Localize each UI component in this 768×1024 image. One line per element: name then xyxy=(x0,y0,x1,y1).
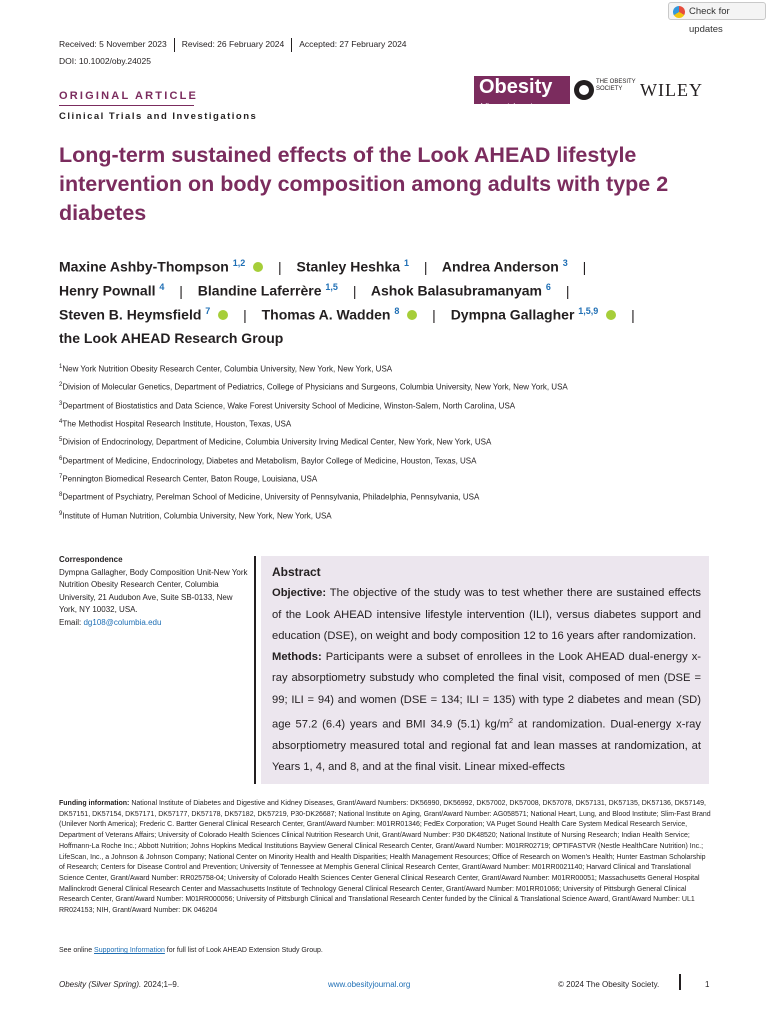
page-number: 1 xyxy=(705,980,710,989)
affiliation-text: The Methodist Hospital Research Institute, Houston, Texas, USA xyxy=(62,419,292,429)
author-separator: | xyxy=(352,282,357,299)
author-name: Stanley Heshka xyxy=(296,258,401,275)
divider xyxy=(174,38,175,52)
affiliation-text: Division of Molecular Genetics, Department of Pediatrics, College of Physicians and Surgeons, Columbia University, New York, New York, USA xyxy=(62,382,568,392)
affiliation-text: Institute of Human Nutrition, Columbia University, New York, New York, USA xyxy=(62,511,332,521)
check-for-updates-label: Check for updates xyxy=(689,6,730,35)
orcid-icon[interactable] xyxy=(218,310,228,320)
obesity-journal-logo xyxy=(474,76,570,109)
article-type-underline xyxy=(59,105,194,106)
authors-line-4: the Look AHEAD Research Group xyxy=(59,330,284,346)
affiliation-number: 2 xyxy=(59,382,63,388)
correspondence xyxy=(59,554,249,629)
affiliation-number: 9 xyxy=(59,511,63,517)
affiliation-text: Pennington Biomedical Research Center, Baton Rouge, Louisiana, USA xyxy=(62,474,318,484)
footer-citation xyxy=(59,980,179,989)
abstract-heading: Abstract xyxy=(272,565,321,579)
author-separator: | xyxy=(423,258,428,275)
obesity-society-logo-icon xyxy=(574,80,594,100)
affiliation xyxy=(59,456,476,466)
affiliation-number: 1 xyxy=(59,364,63,370)
methods-text: Participants were a subset of enrollees in the Look AHEAD dual-energy x-ray absorptiometry substudy who completed the final visit, composed of men (DSE = 99; ILI = 94) and women (DSE = 134; ILI = 135) with type 2 diabetes and mean (SD) age 57.2 (6.4) years and BMI 34.9 (5.1) kg/m xyxy=(272,651,702,731)
author-affiliation-ref: 1,5 xyxy=(325,282,338,292)
orcid-icon[interactable] xyxy=(253,262,263,272)
affiliation-number: 5 xyxy=(59,437,63,443)
author-separator: | xyxy=(565,282,570,299)
correspondence-heading: Correspondence xyxy=(59,555,123,564)
author-separator: | xyxy=(631,306,635,323)
methods-superscript: 2 xyxy=(509,718,514,726)
author-name: Blandine Laferrère xyxy=(197,282,322,299)
authors-line-1 xyxy=(59,258,597,275)
affiliation-number: 6 xyxy=(59,456,63,462)
affiliation xyxy=(59,401,515,411)
obesity-society-logo-text: THE OBESITY SOCIETY xyxy=(596,79,636,92)
authors-line-2 xyxy=(59,282,580,299)
author-name: Steven B. Heymsfield xyxy=(59,306,202,323)
funding-text: National Institute of Diabetes and Digestive and Kidney Diseases, Grant/Award Numbers: DK56990, DK56992, DK57002, DK57008, DK57078, DK57131, DK57135, DK57136, DK57149, DK57151, DK57154, DK57171, DK57177, DK57178, DK57182, DK57219, P30-DK26687; National Institute on Aging, Grant/Award Number: AG058571; National Heart, Lung, and Blood Institute; Slim-Fast Brand (Unilever North America); Frederic C. Bartter General Clinical Research Center, Grant/Award Number: M01RR01346; FedEx Corporation; VA Puget Sound Health Care System Medical Research Service, Department of Veterans Affairs; University of Colorado Health Sciences Clinical Nutrition Research Unit, Grant/Award Number: P30 DK48520; National Institute of Nursing Research; Indian Health Service; Hoffmann-La Roche Inc.; Abbott Nutrition; Johns Hopkins Medical Institutions Bayview General Clinical Research Center, Grant/Award Number: M01RR02719; OPTIFASTVR (Nestle HealthCare Nutrition) Inc.; LifeScan, Inc., a Johnson & Johnson Company; National Center on Minority Health and Health Disparities; Health Management Resources; Office of Research on Women's Health; Hunter Eastman Scholarship of Research; Centers for Disease Control and Prevention; University of Tennessee at Memphis General Clinical Research Center, Grant/Award Number: M01RR0021140; Harvard Clinical and Translational Science Center, Grant/Award Number: RR025758-04; University of Colorado Health Sciences Center General Clinical Research Center, Grant/Award Number: M01RR00051; Massachusetts General Hospital Mallinckrodt General Clinical Research Center and Massachusetts Institute of Technology General Clinical Research Center, Grant/Award Number: M01RR01066; University of Pittsburgh General Clinical Research Center, Grant/Award Number: M01RR000056; University of Pittsburgh Clinical and Translational Research Center funded by the Clinical & Translational Science Award, Grant/Award Number: UL1 RR024153; NIH, Grant/Award Number: DK 046204 xyxy=(59,800,711,915)
email-link[interactable]: dg108@columbia.edu xyxy=(83,617,162,627)
affiliation xyxy=(59,382,568,392)
objective-text: The objective of the study was to test whether there are sustained effects of the Look AHEAD intensive lifestyle intervention (ILI), versus diabetes support and education (DSE), on weight and body composition 12 to 16 years after randomization. xyxy=(272,587,701,642)
author-affiliation-ref: 7 xyxy=(205,306,211,316)
methods-label: Methods: xyxy=(272,651,322,664)
check-for-updates-button[interactable] xyxy=(668,2,766,35)
author-separator: | xyxy=(432,306,436,323)
author-affiliation-ref: 3 xyxy=(562,258,568,268)
author-affiliation-ref: 4 xyxy=(159,282,165,292)
affiliation xyxy=(59,474,317,484)
affiliation-text: Department of Psychiatry, Perelman School of Medicine, University of Pennsylvania, Philadelphia, Pennsylvania, USA xyxy=(62,492,480,502)
funding-label: Funding information: xyxy=(59,800,130,807)
affiliation xyxy=(59,437,491,447)
author-separator: | xyxy=(243,306,247,323)
article-dates xyxy=(59,38,407,52)
author-name: Henry Pownall xyxy=(59,282,156,299)
orcid-icon[interactable] xyxy=(407,310,417,320)
article-type: ORIGINAL ARTICLE xyxy=(59,90,199,102)
footer-citation-text: 2024;1–9. xyxy=(141,980,180,989)
crossmark-icon xyxy=(673,6,685,18)
see-online-note xyxy=(59,947,323,954)
author-name: Andrea Anderson xyxy=(441,258,559,275)
author-affiliation-ref: 1,2 xyxy=(232,258,246,268)
author-separator: | xyxy=(582,258,587,275)
correspondence-email-line xyxy=(59,617,249,630)
author-name: Ashok Balasubramanyam xyxy=(370,282,543,299)
abstract-methods xyxy=(272,647,701,779)
divider xyxy=(291,38,292,52)
funding-information xyxy=(59,799,711,917)
affiliation-number: 4 xyxy=(59,419,63,425)
footer-journal: Obesity (Silver Spring). xyxy=(59,980,142,989)
author-affiliation-ref: 6 xyxy=(545,282,551,292)
affiliation-text: Division of Endocrinology, Department of Medicine, Columbia University Irving Medical Center, New York, New York, USA xyxy=(62,437,492,447)
author-affiliation-ref: 1,5,9 xyxy=(578,306,599,316)
affiliation-text: Department of Medicine, Endocrinology, Diabetes and Metabolism, Baylor College of Medicine, Houston, Texas, USA xyxy=(62,456,477,466)
received-date: Received: 5 November 2023 xyxy=(59,39,167,50)
abstract-box xyxy=(261,556,709,784)
supporting-information-link[interactable]: Supporting Information xyxy=(94,947,165,954)
affiliation-number: 3 xyxy=(59,401,63,407)
author-name: Maxine Ashby-Thompson xyxy=(59,258,229,275)
author-separator: | xyxy=(179,282,183,299)
article-section: Clinical Trials and Investigations xyxy=(59,111,258,122)
journal-logo-text: Obesity xyxy=(479,76,553,98)
affiliation-text: Department of Biostatistics and Data Science, Wake Forest University School of Medicine, Winston-Salem, North Carolina, USA xyxy=(62,401,516,411)
author-name: Thomas A. Wadden xyxy=(261,306,391,323)
methods-text-continued: at randomization. Dual-energy x-ray absorptiometry measured total and regional fat and lean masses at randomization, at Years 1, 4, and 8, and at the final visit. Linear mixed-effects xyxy=(272,718,701,774)
author-separator: | xyxy=(278,258,282,275)
accepted-date: Accepted: 27 February 2024 xyxy=(299,39,407,50)
email-label: Email: xyxy=(59,617,82,627)
orcid-icon[interactable] xyxy=(606,310,616,320)
author-name: Dympna Gallagher xyxy=(450,306,575,323)
correspondence-address: Dympna Gallagher, Body Composition Unit-New York Nutrition Obesity Research Center, Columbia University, 21 Audubon Ave, Suite SB-0133, New York, NY 10032, USA. xyxy=(59,567,248,614)
revised-date: Revised: 26 February 2024 xyxy=(181,39,285,50)
authors-line-3 xyxy=(59,306,646,323)
affiliation xyxy=(59,419,291,429)
affiliation xyxy=(59,511,332,521)
doi: DOI: 10.1002/oby.24025 xyxy=(59,56,151,66)
footer-url-link[interactable]: www.obesityjournal.org xyxy=(328,980,411,989)
affiliation-number: 7 xyxy=(59,474,63,480)
affiliation xyxy=(59,492,479,502)
wiley-logo: WILEY xyxy=(640,80,703,100)
abstract-rule xyxy=(254,556,256,784)
abstract-objective xyxy=(272,583,701,647)
objective-label: Objective: xyxy=(272,587,327,600)
affiliation-text: New York Nutrition Obesity Research Center, Columbia University, New York, New York, USA xyxy=(62,364,393,374)
see-online-post: for full list of Look AHEAD Extension Study Group. xyxy=(164,947,323,954)
footer-copyright: © 2024 The Obesity Society. xyxy=(558,980,660,989)
article-title: Long-term sustained effects of the Look AHEAD lifestyle intervention on body composition among adults with type 2 diabetes xyxy=(59,143,669,225)
journal-logo-tagline: A Research Journal xyxy=(480,103,533,109)
footer-divider xyxy=(679,974,681,990)
author-affiliation-ref: 1 xyxy=(403,258,409,268)
affiliation xyxy=(59,364,392,374)
affiliation-number: 8 xyxy=(59,492,63,498)
author-affiliation-ref: 8 xyxy=(394,306,400,316)
see-online-pre: See online xyxy=(59,947,95,954)
